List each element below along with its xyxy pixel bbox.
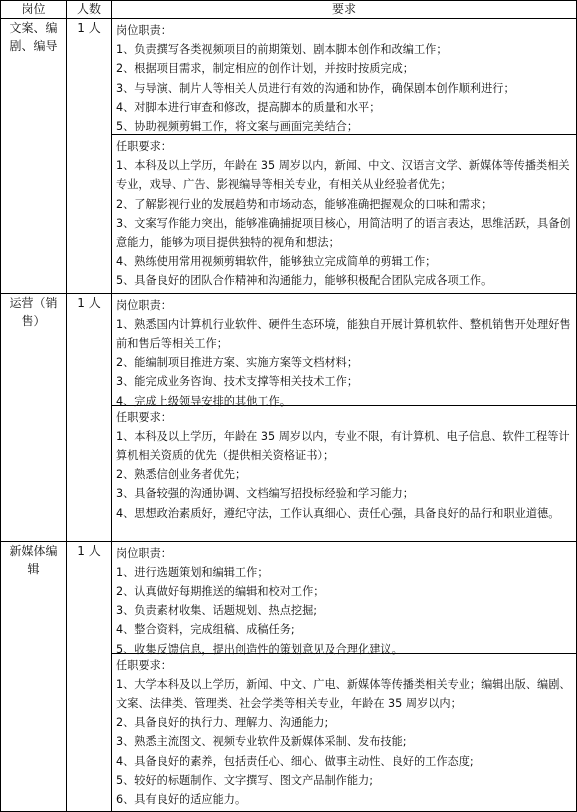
list-item: 2、熟悉信创业务者优先；: [116, 468, 247, 482]
list-item: 2、根据项目需求，制定相应的创作计划，并按时按质完成；: [116, 62, 414, 76]
list-item: 5、较好的标题制作、文字撰写、图文产品制作能力;: [116, 773, 374, 787]
list-item: 3、文案写作能力突出，能够准确捕捉项目核心，用简洁明了的语言表达，思维活跃，具备创意能力，能够为项目提供独特的视角和想法；: [116, 216, 571, 250]
duties-block: [112, 294, 576, 408]
position-name: 文案、编剧、编导: [9, 21, 58, 53]
list-item: 2、了解影视行业的发展趋势和市场动态，能够准确把握观众的口味和需求；: [116, 197, 493, 211]
list-item: 1、进行选题策划和编辑工作；: [116, 565, 269, 579]
list-item: 3、熟悉主流图文、视频专业软件及新媒体采制、发布技能;: [116, 735, 407, 749]
duties-title: 岗位职责：: [116, 298, 172, 312]
requirements-title: 任职要求：: [116, 140, 172, 153]
duties-list: [116, 40, 572, 136]
count-cell: 1 人: [67, 19, 112, 294]
duties-list: [116, 315, 572, 411]
list-item: 4、整合资料，完成组稿、成稿任务;: [116, 623, 295, 637]
duties-block: [112, 542, 576, 656]
requirements-cell: [112, 293, 577, 541]
list-item: 1、本科及以上学历，年龄在 35 周岁以内，专业不限，有计算机、电子信息、软件工程等计算机相关资质的优先（提供相关资格证书）；: [116, 429, 570, 463]
list-item: 1、大学本科及以上学历，新闻、中文、广电、新媒体等传播类相关专业；编辑出版、编剧、文案、法律类、管理类、社会学类等相关专业，年龄在 35 周岁以内；: [116, 677, 571, 711]
list-item: 1、负责撰写各类视频项目的前期策划、剧本脚本创作和改编工作；: [116, 43, 448, 57]
duties-title: 岗位职责：: [116, 24, 172, 37]
list-item: 6、具有良好的适应能力。: [116, 793, 247, 807]
count-cell: 1 人: [67, 541, 112, 812]
list-item: 4、思想政治素质好，遵纪守法，工作认真细心、责任心强，具备良好的品行和职业道德。: [116, 506, 560, 520]
table-row: [1, 19, 577, 294]
list-item: 5、收集反馈信息，提出创造性的策划意见及合理化建议。: [116, 642, 403, 656]
position-cell: [1, 19, 67, 294]
requirements-block: [112, 653, 576, 812]
position-cell: [1, 541, 67, 812]
position-name: 新媒体编辑: [9, 543, 58, 576]
requirements-list: [116, 156, 572, 290]
duties-title: 岗位职责：: [116, 546, 172, 560]
count-cell: 1 人: [67, 293, 112, 541]
requirements-title: 任职要求：: [116, 410, 172, 424]
table-row: [1, 541, 577, 812]
table-row: [1, 293, 577, 541]
header-requirements: 要求: [112, 1, 577, 19]
header-count: 人数: [67, 1, 112, 19]
requirements-list: [116, 675, 572, 809]
list-item: 2、认真做好每期推送的编辑和校对工作；: [116, 585, 325, 599]
list-item: 2、具备良好的执行力、理解力、沟通能力;: [116, 716, 329, 730]
list-item: 3、具备较强的沟通协调、文档编写招投标经验和学习能力；: [116, 487, 414, 501]
list-item: 1、熟悉国内计算机行业软件、硬件生态环境，能独自开展计算机软件、整机销售开处理好售前和售后等相关工作；: [116, 317, 571, 351]
duties-block: [112, 19, 576, 134]
list-item: 1、本科及以上学历，年龄在 35 周岁以内，新闻、中文、汉语言文学、新媒体等传播类相关专业，戏导、广告、影视编导等相关专业，有相关从业经验者优先；: [116, 159, 570, 192]
requirements-block: [112, 405, 576, 525]
list-item: 4、熟练使用常用视频剪辑软件，能够独立完成简单的剪辑工作；: [116, 255, 437, 269]
header-position: 岗位: [1, 1, 67, 19]
list-item: 2、能编制项目推进方案、实施方案等文档材料；: [116, 356, 359, 370]
list-item: 3、与导演、制片人等相关人员进行有效的沟通和协作，确保剧本创作顺利进行；: [116, 81, 515, 95]
list-item: 5、具备良好的团队合作精神和沟通能力，能够积极配合团队完成各项工作。: [116, 274, 493, 288]
list-item: 3、负责素材收集、话题规划、热点挖掘;: [116, 604, 318, 618]
requirements-title: 任职要求：: [116, 658, 172, 672]
requirements-block: [112, 134, 576, 293]
position-cell: [1, 293, 67, 541]
position-name: 运营（销售）: [9, 295, 58, 328]
requirements-cell: [112, 541, 577, 812]
requirements-list: [116, 427, 572, 523]
table-header-row: [1, 1, 577, 19]
list-item: 5、协助视频剪辑工作，将文案与画面完美结合；: [116, 120, 359, 134]
list-item: 4、对脚本进行审查和修改，提高脚本的质量和水平；: [116, 100, 381, 114]
list-item: 4、具备良好的素养，包括责任心、细心、做事主动性、良好的工作态度;: [116, 754, 474, 768]
list-item: 3、能完成业务咨询、技术支撑等相关技术工作；: [116, 375, 359, 389]
requirements-cell: [112, 19, 577, 294]
duties-list: [116, 563, 572, 659]
list-item: 4、完成上级领导安排的其他工作。: [116, 394, 291, 408]
